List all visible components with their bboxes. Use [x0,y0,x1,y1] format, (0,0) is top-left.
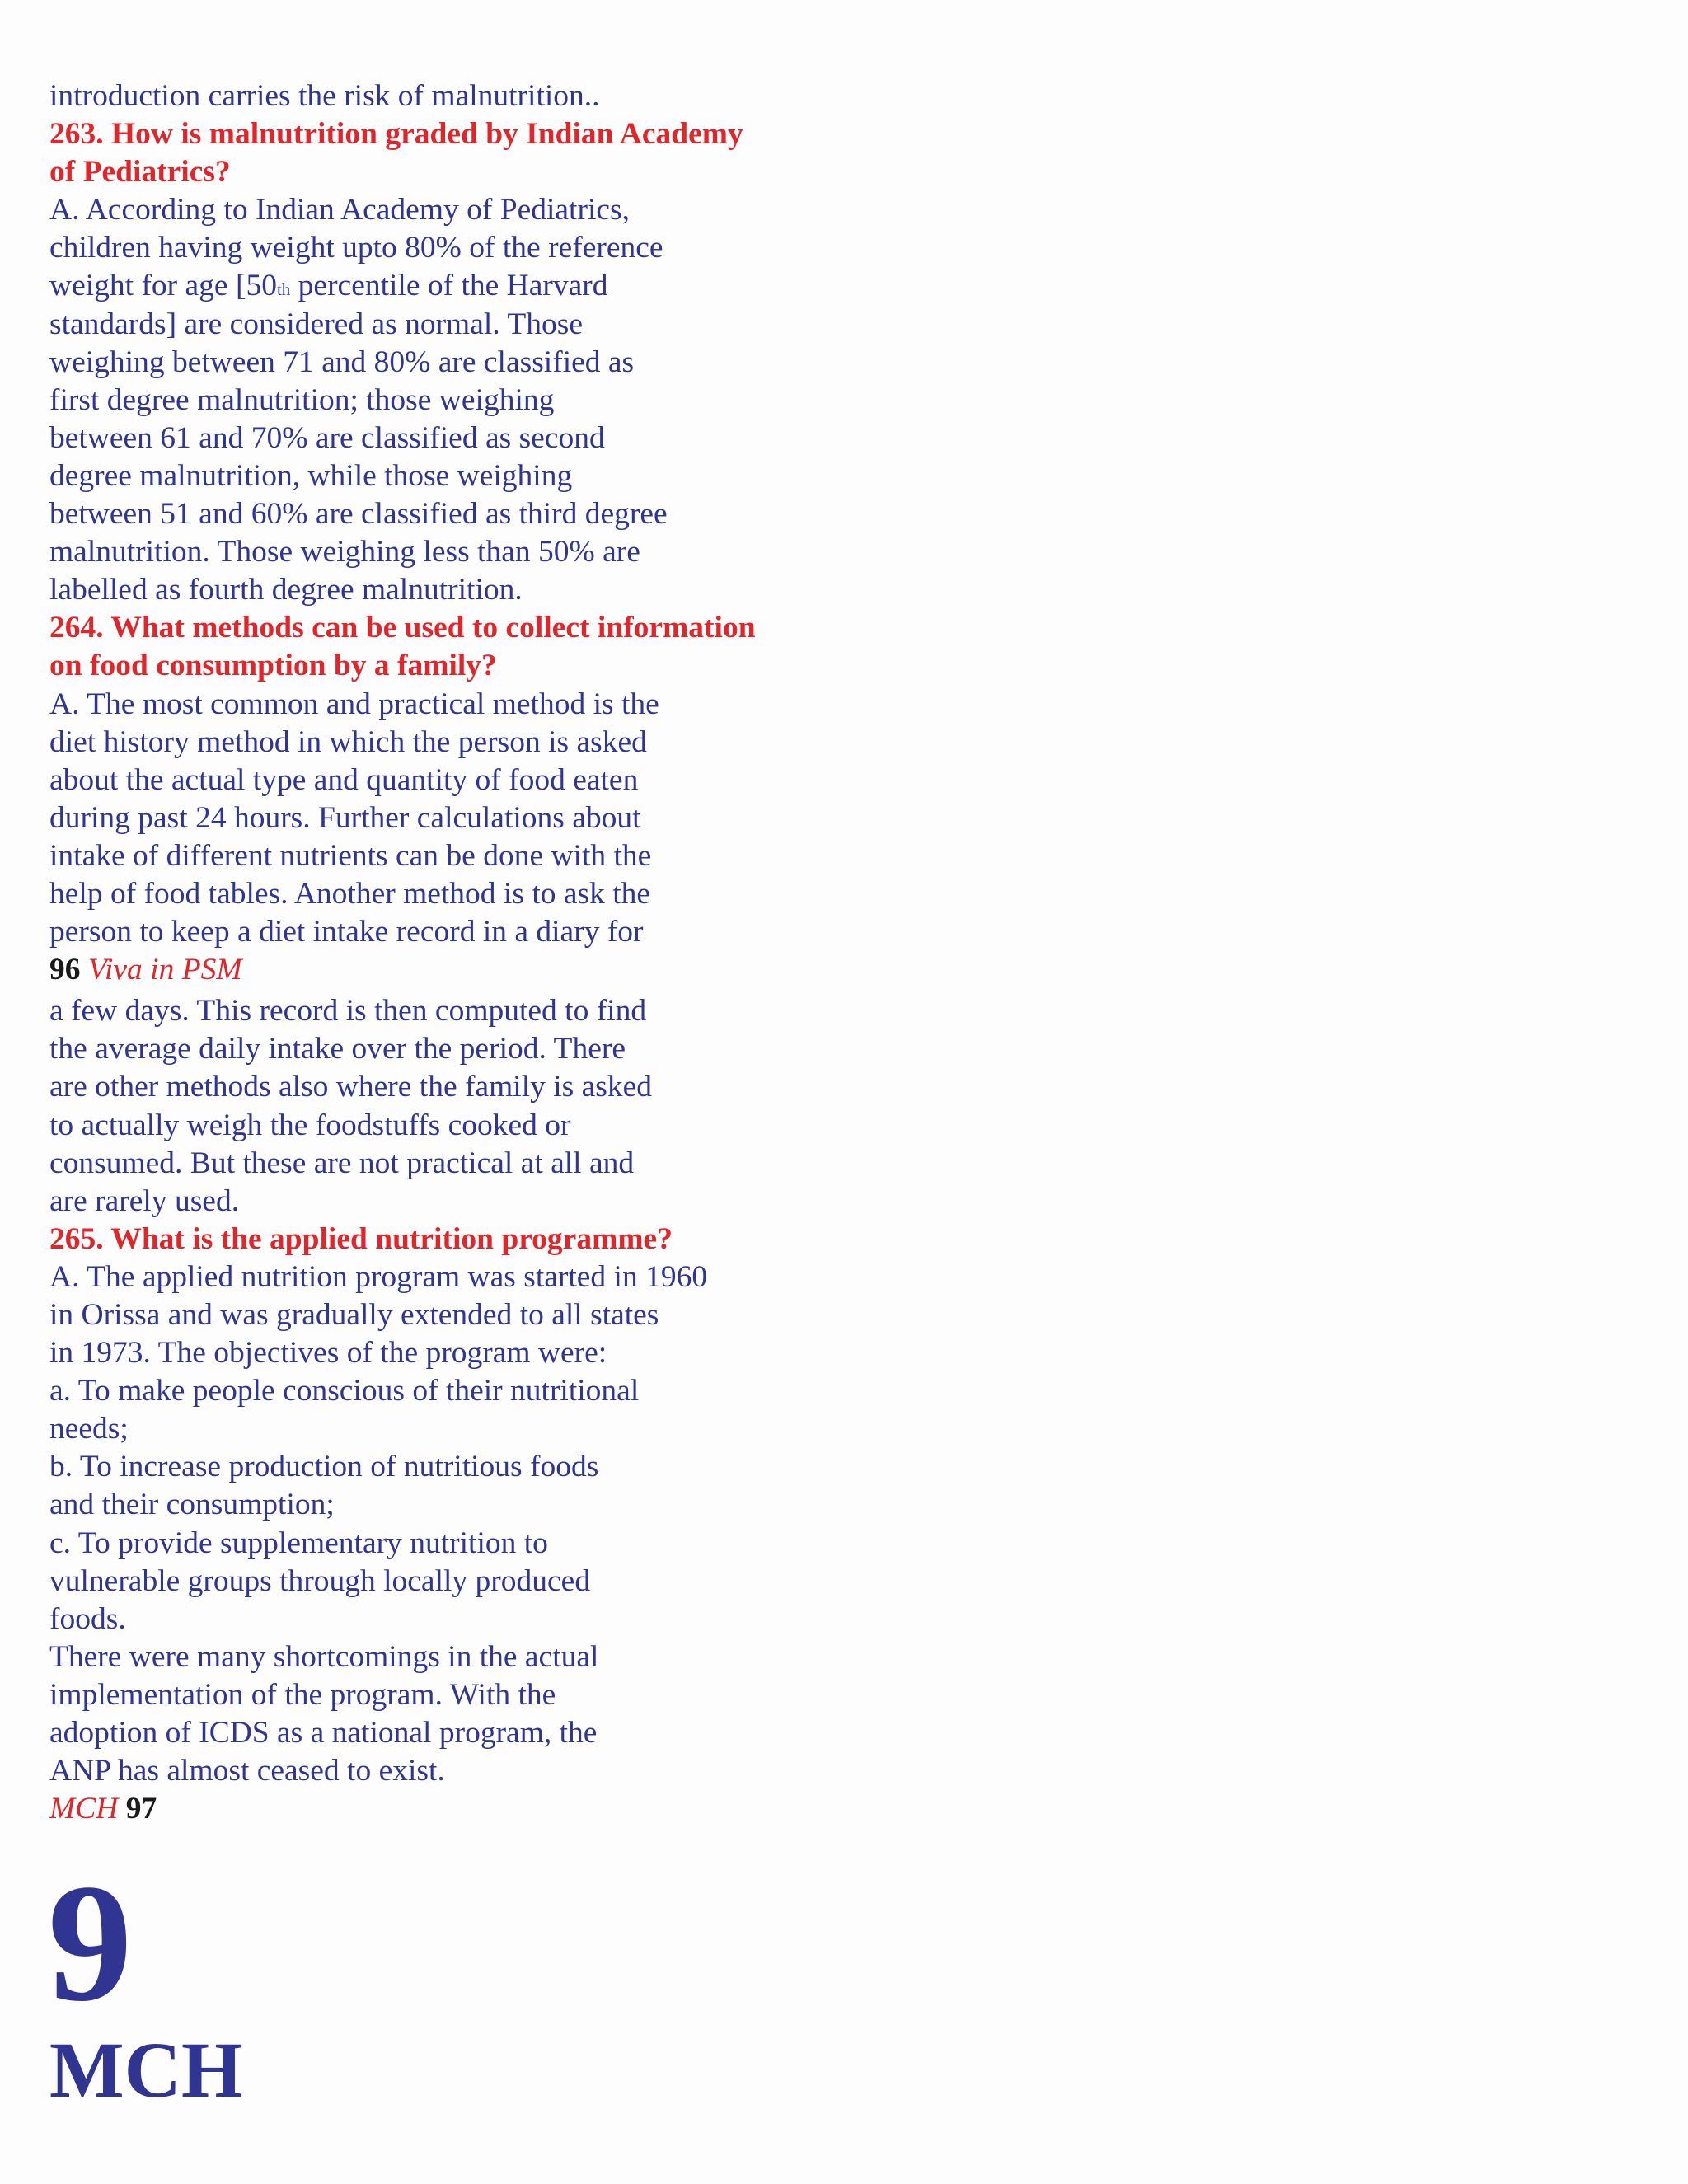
question-heading: 263. How is malnutrition graded by Indian Academy [49,117,743,152]
body-line: diet history method in which the person is asked [49,724,647,759]
body-line: labelled as fourth degree malnutrition. [49,573,523,607]
body-line: consumed. But these are not practical at all and [49,1146,635,1180]
body-line: person to keep a diet intake record in a diary for [49,915,644,949]
superscript-th: th [276,279,291,300]
question-heading: on food consumption by a family? [49,649,497,683]
page-number: 96 [49,953,81,987]
question-heading: 265. What is the applied nutrition programme? [49,1221,673,1256]
body-line: A. The most common and practical method is the [49,687,659,721]
body-line: ANP has almost ceased to exist. [49,1754,445,1788]
body-line: degree malnutrition, while those weighing [49,458,573,493]
body-line: intake of different nutrients can be done with the [49,838,652,873]
body-line: between 51 and 60% are classified as third degree [49,497,668,532]
running-title: MCH [49,1792,119,1826]
body-line [49,267,874,305]
question-heading: of Pediatrics? [49,155,231,190]
body-line: children having weight upto 80% of the reference [49,231,663,265]
body-line: are other methods also where the family is asked [49,1070,653,1104]
body-line: needs; [49,1412,129,1446]
chapter-title: MCH [49,2026,243,2114]
page-number: 97 [125,1792,157,1826]
body-line: introduction carries the risk of malnutrition.. [49,79,600,113]
body-line: are rarely used. [49,1183,240,1218]
page-folio-97 [49,1790,874,1828]
body-line: b. To increase production of nutritious foods [49,1450,599,1484]
answer-264 [49,686,874,1221]
body-line: in Orissa and was gradually extended to all states [49,1298,659,1332]
body-line: vulnerable groups through locally produced [49,1563,591,1598]
page-folio-96 [49,951,874,989]
body-line: between 61 and 70% are classified as second [49,420,605,455]
body-line: the average daily intake over the period. There [49,1032,626,1066]
body-line: help of food tables. Another method is to ask the [49,876,651,911]
body-line: during past 24 hours. Further calculations about [49,800,641,835]
body-line: to actually weigh the foodstuffs cooked or [49,1108,571,1142]
question-265 [49,1221,874,1258]
body-line: A. According to Indian Academy of Pediatrics, [49,193,630,227]
body-line: implementation of the program. With the [49,1677,556,1712]
body-line: first degree malnutrition; those weighing [49,382,555,417]
question-264 [49,609,874,685]
body-line: a. To make people conscious of their nutritional [49,1374,640,1408]
body-line: c. To provide supplementary nutrition to [49,1526,548,1560]
answer-263 [49,191,874,609]
body-line: A. The applied nutrition program was started in 1960 [49,1259,708,1294]
body-line: a few days. This record is then computed to find [49,994,647,1029]
body-text: percentile of the Harvard [290,269,608,303]
body-line: standards] are considered as normal. Those [49,307,584,341]
body-line: in 1973. The objectives of the program were: [49,1336,607,1371]
question-263 [49,115,874,191]
running-title: Viva in PSM [87,953,242,987]
body-line: weighing between 71 and 80% are classified as [49,344,635,379]
body-text: weight for age [50 [49,269,277,303]
page-content [49,77,874,1828]
chapter-number: 9 [48,1849,133,2036]
body-line: adoption of ICDS as a national program, the [49,1716,598,1750]
body-line: There were many shortcomings in the actual [49,1639,599,1674]
answer-265 [49,1258,874,1790]
question-heading: 264. What methods can be used to collect information [49,611,756,645]
body-line: foods. [49,1601,126,1636]
body-line: and their consumption; [49,1488,335,1522]
body-line: malnutrition. Those weighing less than 50% are [49,535,640,569]
body-line: about the actual type and quantity of food eaten [49,762,639,797]
